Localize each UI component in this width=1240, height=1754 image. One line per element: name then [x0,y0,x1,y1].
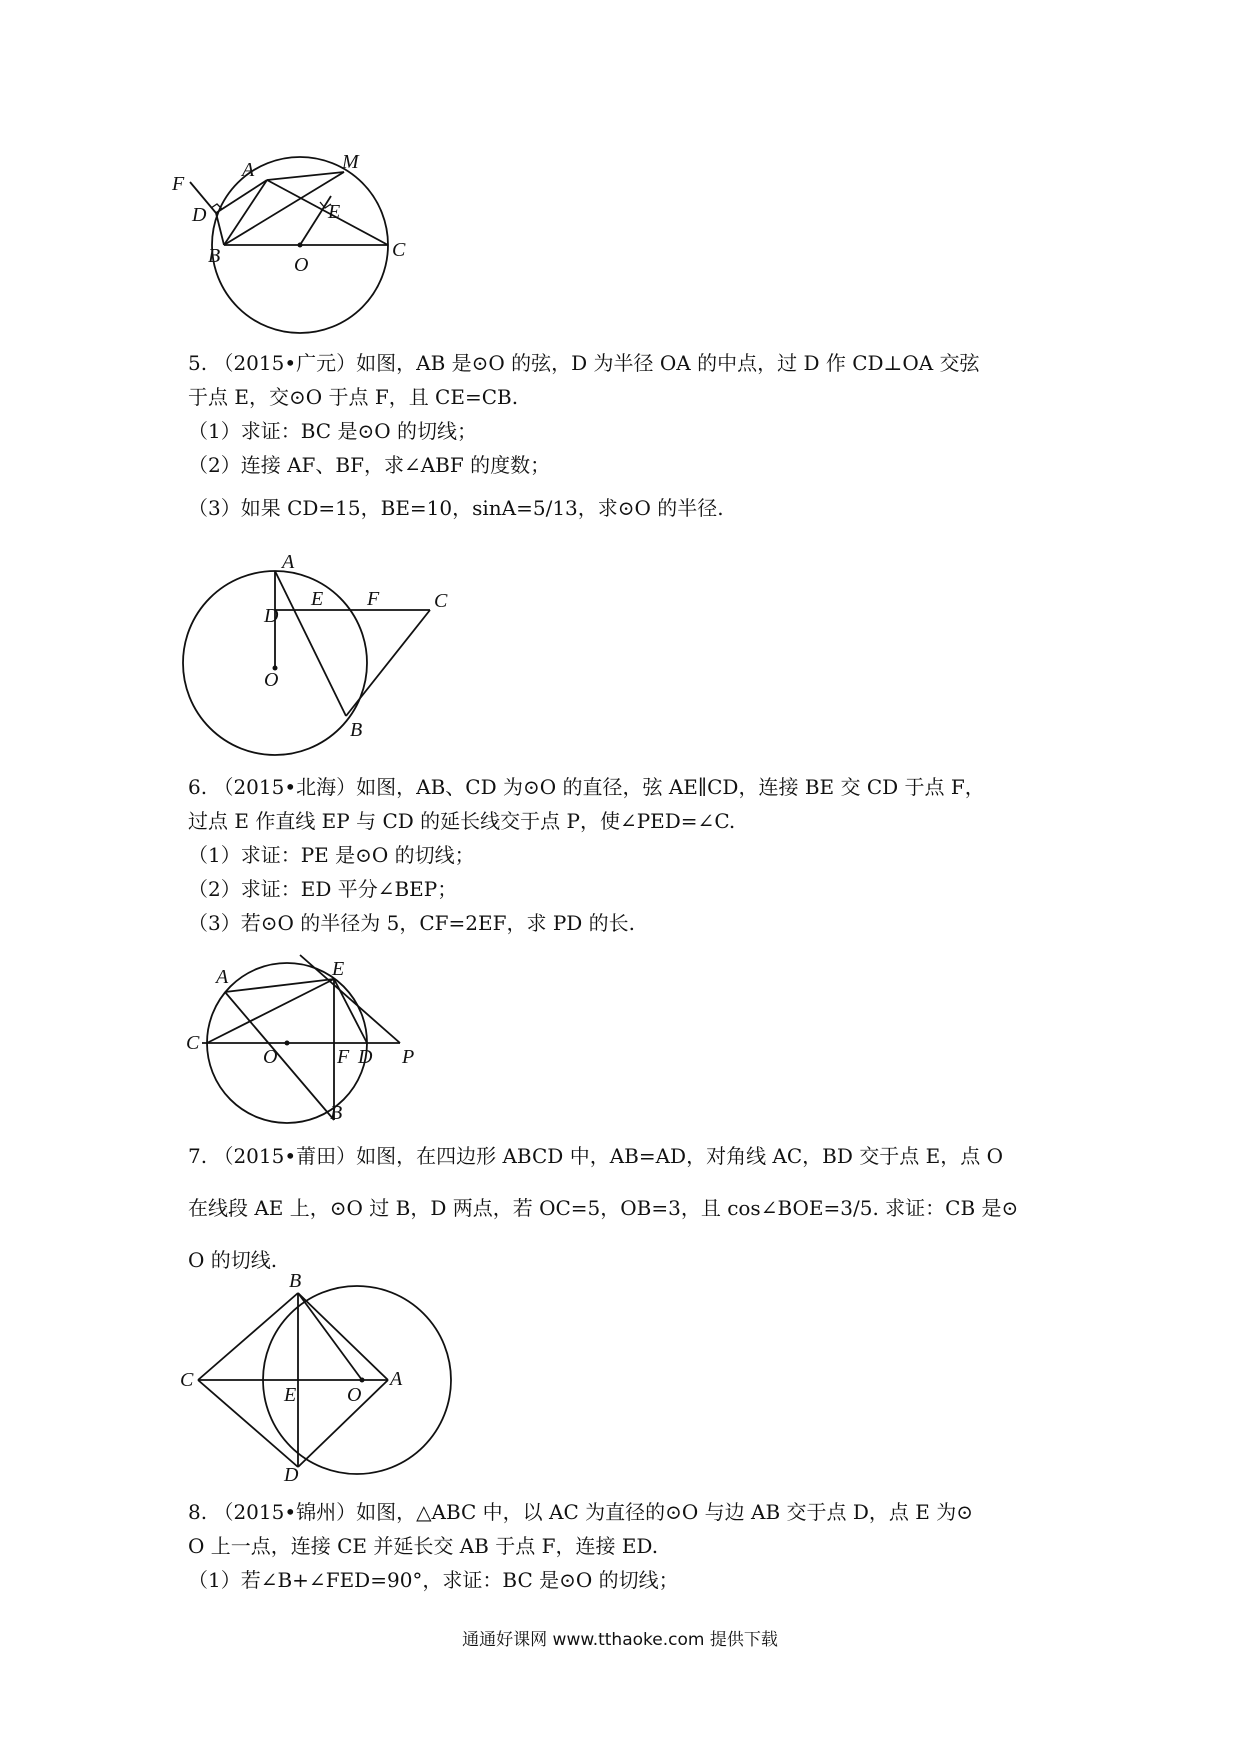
label-B: B [350,719,363,741]
label-C: C [180,1369,194,1391]
problem-5-line-5: （3）如果 CD=15，BE=10，sinA=5/13，求⊙O 的半径. [188,496,724,520]
problem-6-line-2: 过点 E 作直线 EP 与 CD 的延长线交于点 P，使∠PED=∠C. [188,809,736,833]
label-E: E [328,201,341,223]
figure-problem-6 [180,945,440,1125]
label-C: C [186,1032,200,1054]
label-A: A [282,551,295,573]
label-B: B [289,1270,302,1292]
label-D: D [358,1046,373,1068]
figure-problem-5 [180,550,460,770]
problem-8 [188,1495,1068,1597]
problem-8-line-1: 8. （2015•锦州）如图，△ABC 中，以 AC 为直径的⊙O 与边 AB 交于点 D，点 E 为⊙ [188,1500,973,1524]
problem-6-line-5: （3）若⊙O 的半径为 5，CF=2EF，求 PD 的长. [188,911,636,935]
label-A: A [216,966,229,988]
label-F: F [367,588,380,610]
problem-5-line-3: （1）求证：BC 是⊙O 的切线； [188,419,477,443]
problem-6 [188,770,1068,940]
label-O: O [264,669,279,691]
problem-6-line-1: 6. （2015•北海）如图，AB、CD 为⊙O 的直径，弦 AE∥CD，连接 BE 交 CD 于点 F， [188,775,985,799]
label-E: E [311,588,324,610]
problem-8-line-3: （1）若∠B+∠FED=90°，求证：BC 是⊙O 的切线； [188,1568,679,1592]
page-footer: 通通好课网 www.tthaoke.com 提供下载 [462,1630,778,1650]
problem-5-line-2: 于点 E，交⊙O 于点 F，且 CE=CB. [188,385,519,409]
label-C: C [392,239,406,261]
label-A: A [390,1368,403,1390]
problem-7 [188,1130,1068,1286]
figure-problem-7 [180,1270,480,1486]
label-D: D [192,204,207,226]
problem-5 [188,346,1068,534]
problem-6-line-4: （2）求证：ED 平分∠BEP； [188,877,458,901]
label-F: F [172,173,185,195]
label-P: P [402,1046,415,1068]
problem-8-line-2: O 上一点，连接 CE 并延长交 AB 于点 F，连接 ED. [188,1534,659,1558]
problem-7-line-1: 7. （2015•莆田）如图，在四边形 ABCD 中，AB=AD，对角线 AC，BD 交于点 E，点 O [188,1144,1003,1168]
problem-7-line-3: O 的切线. [188,1248,278,1272]
label-D: D [284,1464,299,1486]
problem-7-line-2: 在线段 AE 上，⊙O 过 B，D 两点，若 OC=5，OB=3，且 cos∠BOE=3/5. 求证：CB 是⊙ [188,1196,1019,1220]
label-B: B [330,1102,343,1124]
label-E: E [332,958,345,980]
problem-5-line-4: （2）连接 AF、BF，求∠ABF 的度数； [188,453,551,477]
label-O: O [294,254,309,276]
label-O: O [347,1384,362,1406]
label-E: E [284,1384,297,1406]
label-A: A [242,159,255,181]
label-C: C [434,590,448,612]
label-M: M [342,151,359,173]
problem-5-line-1: 5. （2015•广元）如图，AB 是⊙O 的弦，D 为半径 OA 的中点，过 D 作 CD⊥OA 交弦 [188,351,980,375]
figure-problem-4 [172,150,450,335]
label-F: F [337,1046,350,1068]
label-D: D [264,605,279,627]
problem-6-line-3: （1）求证：PE 是⊙O 的切线； [188,843,475,867]
label-B: B [208,245,221,267]
label-O: O [263,1046,278,1068]
